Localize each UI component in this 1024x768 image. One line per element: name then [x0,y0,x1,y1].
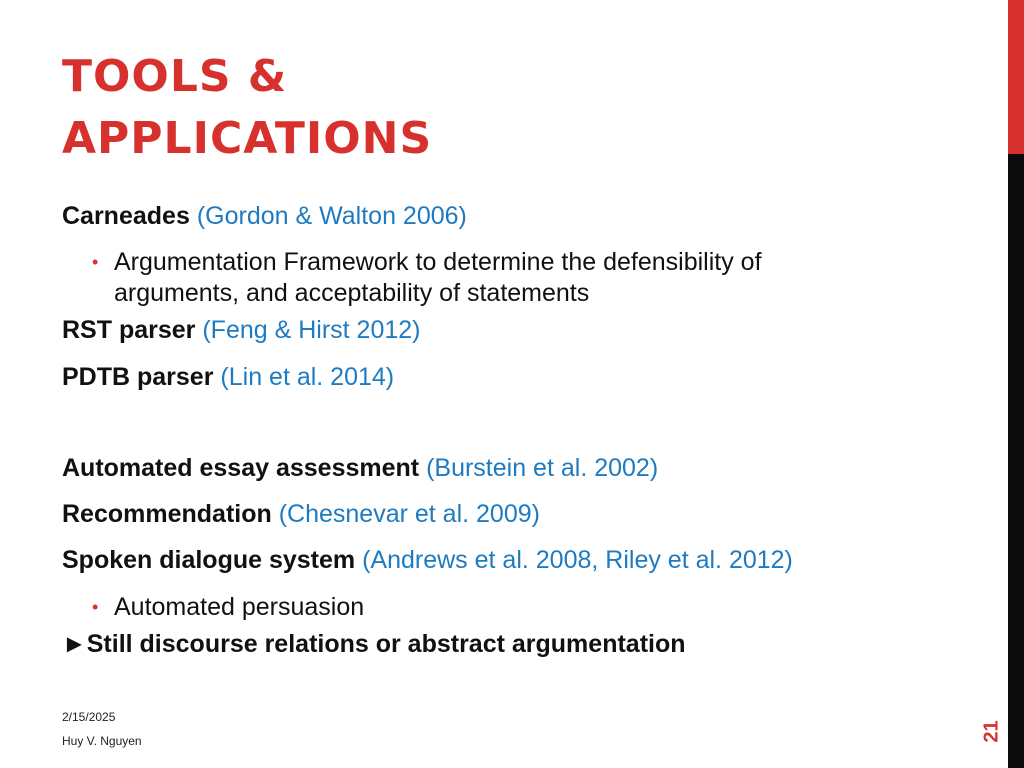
item-citation: (Burstein et al. 2002) [426,454,659,482]
item-citation: (Gordon & Walton 2006) [196,202,467,230]
item-citation: (Feng & Hirst 2012) [202,316,421,344]
conclusion-line [62,629,686,659]
slide-title [62,46,762,170]
bullet-automated-persuasion [92,592,364,622]
item-rst-parser [62,315,420,345]
item-term: RST parser [62,316,196,344]
slide-title-line-1: TOOLS & [62,51,288,102]
item-term: PDTB parser [62,363,214,391]
slide-number [980,716,1004,746]
bullet-argumentation-framework [92,247,762,277]
slide-title-line-2: APPLICATIONS [62,113,433,164]
item-pdtb-parser [62,362,394,392]
item-term: Recommendation [62,500,272,528]
accent-bar-black [1008,154,1024,768]
item-citation: (Chesnevar et al. 2009) [278,500,540,528]
item-term: Carneades [62,202,190,230]
bullet-continuation: arguments, and acceptability of statements [114,279,590,307]
item-carneades [62,201,467,231]
conclusion-text: Still discourse relations or abstract argumentation [86,630,686,658]
item-term: Automated essay assessment [62,454,420,482]
bullet-text: Argumentation Framework to determine the defensibility of [114,248,762,276]
bullet-icon: • [92,597,99,617]
bullet-icon: • [92,252,99,272]
arrow-icon: ► [62,630,87,658]
slide-number-text: 21 [980,719,1003,743]
item-term: Spoken dialogue system [62,546,356,574]
item-citation: (Andrews et al. 2008, Riley et al. 2012) [362,546,793,574]
item-citation: (Lin et al. 2014) [220,363,395,391]
bullet-text: Automated persuasion [114,593,365,621]
footer-author: Huy V. Nguyen [62,734,142,748]
accent-bar-red [1008,0,1024,154]
item-essay-assessment [62,453,658,483]
item-spoken-dialogue [62,545,793,575]
item-recommendation [62,499,540,529]
footer-date: 2/15/2025 [62,710,116,724]
